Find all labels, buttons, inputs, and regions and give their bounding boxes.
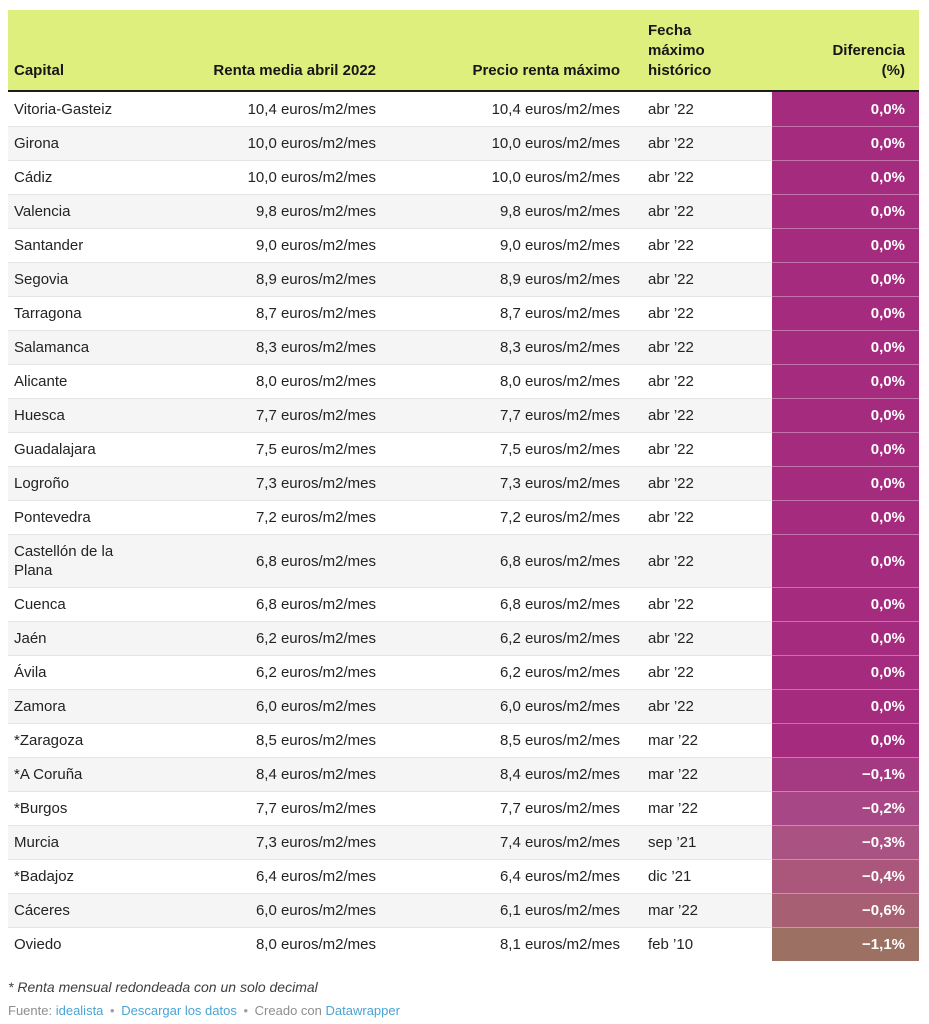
datawrapper-link[interactable]: Datawrapper — [325, 1003, 400, 1018]
cell-capital: Vitoria-Gasteiz — [8, 92, 158, 126]
table-row — [8, 825, 919, 859]
table-row — [8, 791, 919, 825]
cell-fecha: abr ’22 — [628, 364, 772, 398]
table-row — [8, 927, 919, 961]
cell-fecha: abr ’22 — [628, 432, 772, 466]
cell-renta: 9,0 euros/m2/mes — [158, 228, 384, 262]
cell-renta: 7,3 euros/m2/mes — [158, 466, 384, 500]
cell-capital: Salamanca — [8, 330, 158, 364]
cell-diff: 0,0% — [772, 466, 919, 500]
table-row — [8, 723, 919, 757]
cell-renta: 6,0 euros/m2/mes — [158, 689, 384, 723]
table-row — [8, 432, 919, 466]
cell-capital: *A Coruña — [8, 757, 158, 791]
cell-renta: 6,2 euros/m2/mes — [158, 621, 384, 655]
cell-capital: Pontevedra — [8, 500, 158, 534]
cell-renta: 10,0 euros/m2/mes — [158, 160, 384, 194]
cell-renta: 8,3 euros/m2/mes — [158, 330, 384, 364]
separator-dot: • — [243, 1003, 249, 1018]
cell-precio: 7,7 euros/m2/mes — [384, 398, 628, 432]
cell-capital: Murcia — [8, 825, 158, 859]
table-row — [8, 587, 919, 621]
cell-capital: *Zaragoza — [8, 723, 158, 757]
cell-fecha: abr ’22 — [628, 296, 772, 330]
column-header-diferencia: Diferencia (%) — [772, 10, 919, 92]
cell-renta: 6,0 euros/m2/mes — [158, 893, 384, 927]
cell-renta: 8,0 euros/m2/mes — [158, 364, 384, 398]
cell-renta: 10,0 euros/m2/mes — [158, 126, 384, 160]
cell-precio: 10,4 euros/m2/mes — [384, 92, 628, 126]
cell-precio: 9,0 euros/m2/mes — [384, 228, 628, 262]
cell-renta: 6,4 euros/m2/mes — [158, 859, 384, 893]
cell-capital: Oviedo — [8, 927, 158, 961]
source-label: Fuente: — [8, 1003, 53, 1018]
cell-diff: 0,0% — [772, 689, 919, 723]
cell-precio: 8,7 euros/m2/mes — [384, 296, 628, 330]
cell-precio: 10,0 euros/m2/mes — [384, 126, 628, 160]
cell-fecha: abr ’22 — [628, 621, 772, 655]
cell-diff: 0,0% — [772, 92, 919, 126]
separator-dot: • — [110, 1003, 115, 1018]
cell-precio: 9,8 euros/m2/mes — [384, 194, 628, 228]
cell-precio: 8,5 euros/m2/mes — [384, 723, 628, 757]
table-row — [8, 228, 919, 262]
cell-fecha: abr ’22 — [628, 262, 772, 296]
cell-precio: 6,1 euros/m2/mes — [384, 893, 628, 927]
column-header-fecha-maximo: Fecha máximo histórico — [628, 10, 772, 92]
cell-renta: 9,8 euros/m2/mes — [158, 194, 384, 228]
cell-renta: 10,4 euros/m2/mes — [158, 92, 384, 126]
cell-fecha: sep ’21 — [628, 825, 772, 859]
cell-capital: Valencia — [8, 194, 158, 228]
cell-diff: 0,0% — [772, 432, 919, 466]
cell-renta: 6,2 euros/m2/mes — [158, 655, 384, 689]
cell-diff: 0,0% — [772, 500, 919, 534]
cell-capital: Huesca — [8, 398, 158, 432]
table-row — [8, 466, 919, 500]
cell-precio: 6,2 euros/m2/mes — [384, 655, 628, 689]
cell-fecha: abr ’22 — [628, 655, 772, 689]
cell-diff: −0,1% — [772, 757, 919, 791]
cell-precio: 6,8 euros/m2/mes — [384, 587, 628, 621]
cell-precio: 7,2 euros/m2/mes — [384, 500, 628, 534]
cell-precio: 8,0 euros/m2/mes — [384, 364, 628, 398]
cell-diff: 0,0% — [772, 126, 919, 160]
cell-renta: 7,3 euros/m2/mes — [158, 825, 384, 859]
cell-renta: 7,5 euros/m2/mes — [158, 432, 384, 466]
cell-fecha: abr ’22 — [628, 587, 772, 621]
cell-diff: 0,0% — [772, 587, 919, 621]
table-row — [8, 194, 919, 228]
table-row — [8, 296, 919, 330]
source-line — [8, 1003, 919, 1018]
cell-fecha: abr ’22 — [628, 398, 772, 432]
cell-capital: Zamora — [8, 689, 158, 723]
cell-fecha: dic ’21 — [628, 859, 772, 893]
table-row — [8, 655, 919, 689]
cell-fecha: abr ’22 — [628, 500, 772, 534]
column-header-precio-maximo: Precio renta máximo — [384, 10, 628, 92]
table-row — [8, 757, 919, 791]
cell-precio: 8,4 euros/m2/mes — [384, 757, 628, 791]
footnote: * Renta mensual redondeada con un solo decimal — [8, 979, 318, 995]
cell-capital: Segovia — [8, 262, 158, 296]
cell-precio: 6,2 euros/m2/mes — [384, 621, 628, 655]
table-row — [8, 262, 919, 296]
cell-renta: 6,8 euros/m2/mes — [158, 534, 384, 587]
source-link-idealista[interactable]: idealista — [55, 1003, 104, 1018]
cell-diff: 0,0% — [772, 364, 919, 398]
cell-fecha: feb ’10 — [628, 927, 772, 961]
cell-diff: 0,0% — [772, 194, 919, 228]
cell-precio: 6,0 euros/m2/mes — [384, 689, 628, 723]
cell-fecha: abr ’22 — [628, 228, 772, 262]
table-header-row — [8, 10, 919, 92]
cell-renta: 8,9 euros/m2/mes — [158, 262, 384, 296]
rent-table — [8, 10, 919, 961]
cell-renta: 8,4 euros/m2/mes — [158, 757, 384, 791]
table-row — [8, 330, 919, 364]
cell-precio: 10,0 euros/m2/mes — [384, 160, 628, 194]
table-row — [8, 160, 919, 194]
created-with-label: Creado con — [254, 1003, 322, 1018]
cell-renta: 7,7 euros/m2/mes — [158, 791, 384, 825]
cell-renta: 8,7 euros/m2/mes — [158, 296, 384, 330]
cell-capital: Girona — [8, 126, 158, 160]
table-row — [8, 500, 919, 534]
table-row — [8, 689, 919, 723]
cell-diff: −0,6% — [772, 893, 919, 927]
table-row — [8, 398, 919, 432]
cell-precio: 7,5 euros/m2/mes — [384, 432, 628, 466]
cell-precio: 6,4 euros/m2/mes — [384, 859, 628, 893]
cell-capital: Santander — [8, 228, 158, 262]
cell-capital: Guadalajara — [8, 432, 158, 466]
table-row — [8, 126, 919, 160]
cell-fecha: abr ’22 — [628, 330, 772, 364]
table-row — [8, 859, 919, 893]
cell-capital: *Badajoz — [8, 859, 158, 893]
cell-fecha: mar ’22 — [628, 723, 772, 757]
cell-precio: 8,3 euros/m2/mes — [384, 330, 628, 364]
cell-fecha: abr ’22 — [628, 92, 772, 126]
table-row — [8, 92, 919, 126]
table-header — [8, 10, 919, 92]
download-data-link[interactable]: Descargar los datos — [121, 1003, 237, 1018]
cell-fecha: abr ’22 — [628, 534, 772, 587]
cell-diff: 0,0% — [772, 655, 919, 689]
cell-precio: 7,3 euros/m2/mes — [384, 466, 628, 500]
cell-diff: −0,4% — [772, 859, 919, 893]
table-body — [8, 92, 919, 961]
cell-capital: Jaén — [8, 621, 158, 655]
cell-diff: 0,0% — [772, 262, 919, 296]
cell-fecha: mar ’22 — [628, 893, 772, 927]
cell-fecha: abr ’22 — [628, 160, 772, 194]
cell-diff: −1,1% — [772, 927, 919, 961]
cell-capital: Cuenca — [8, 587, 158, 621]
cell-diff: 0,0% — [772, 228, 919, 262]
cell-capital: Cáceres — [8, 893, 158, 927]
cell-diff: −0,3% — [772, 825, 919, 859]
cell-renta: 6,8 euros/m2/mes — [158, 587, 384, 621]
table-row — [8, 364, 919, 398]
cell-capital: *Burgos — [8, 791, 158, 825]
cell-precio: 8,1 euros/m2/mes — [384, 927, 628, 961]
cell-capital: Tarragona — [8, 296, 158, 330]
cell-capital: Logroño — [8, 466, 158, 500]
cell-capital: Castellón de la Plana — [8, 534, 158, 587]
cell-diff: 0,0% — [772, 723, 919, 757]
cell-capital: Alicante — [8, 364, 158, 398]
cell-diff: 0,0% — [772, 534, 919, 587]
cell-fecha: mar ’22 — [628, 791, 772, 825]
cell-diff: 0,0% — [772, 296, 919, 330]
cell-diff: 0,0% — [772, 398, 919, 432]
table-row — [8, 621, 919, 655]
cell-capital: Cádiz — [8, 160, 158, 194]
cell-precio: 8,9 euros/m2/mes — [384, 262, 628, 296]
cell-precio: 7,7 euros/m2/mes — [384, 791, 628, 825]
cell-fecha: abr ’22 — [628, 194, 772, 228]
cell-renta: 8,0 euros/m2/mes — [158, 927, 384, 961]
cell-diff: −0,2% — [772, 791, 919, 825]
cell-precio: 6,8 euros/m2/mes — [384, 534, 628, 587]
column-header-capital: Capital — [8, 10, 158, 92]
cell-fecha: abr ’22 — [628, 689, 772, 723]
cell-renta: 7,7 euros/m2/mes — [158, 398, 384, 432]
cell-diff: 0,0% — [772, 621, 919, 655]
table-row — [8, 534, 919, 587]
cell-fecha: abr ’22 — [628, 466, 772, 500]
cell-diff: 0,0% — [772, 330, 919, 364]
cell-renta: 7,2 euros/m2/mes — [158, 500, 384, 534]
column-header-renta-media: Renta media abril 2022 — [158, 10, 384, 92]
cell-capital: Ávila — [8, 655, 158, 689]
cell-diff: 0,0% — [772, 160, 919, 194]
table-row — [8, 893, 919, 927]
cell-fecha: abr ’22 — [628, 126, 772, 160]
cell-renta: 8,5 euros/m2/mes — [158, 723, 384, 757]
cell-precio: 7,4 euros/m2/mes — [384, 825, 628, 859]
cell-fecha: mar ’22 — [628, 757, 772, 791]
